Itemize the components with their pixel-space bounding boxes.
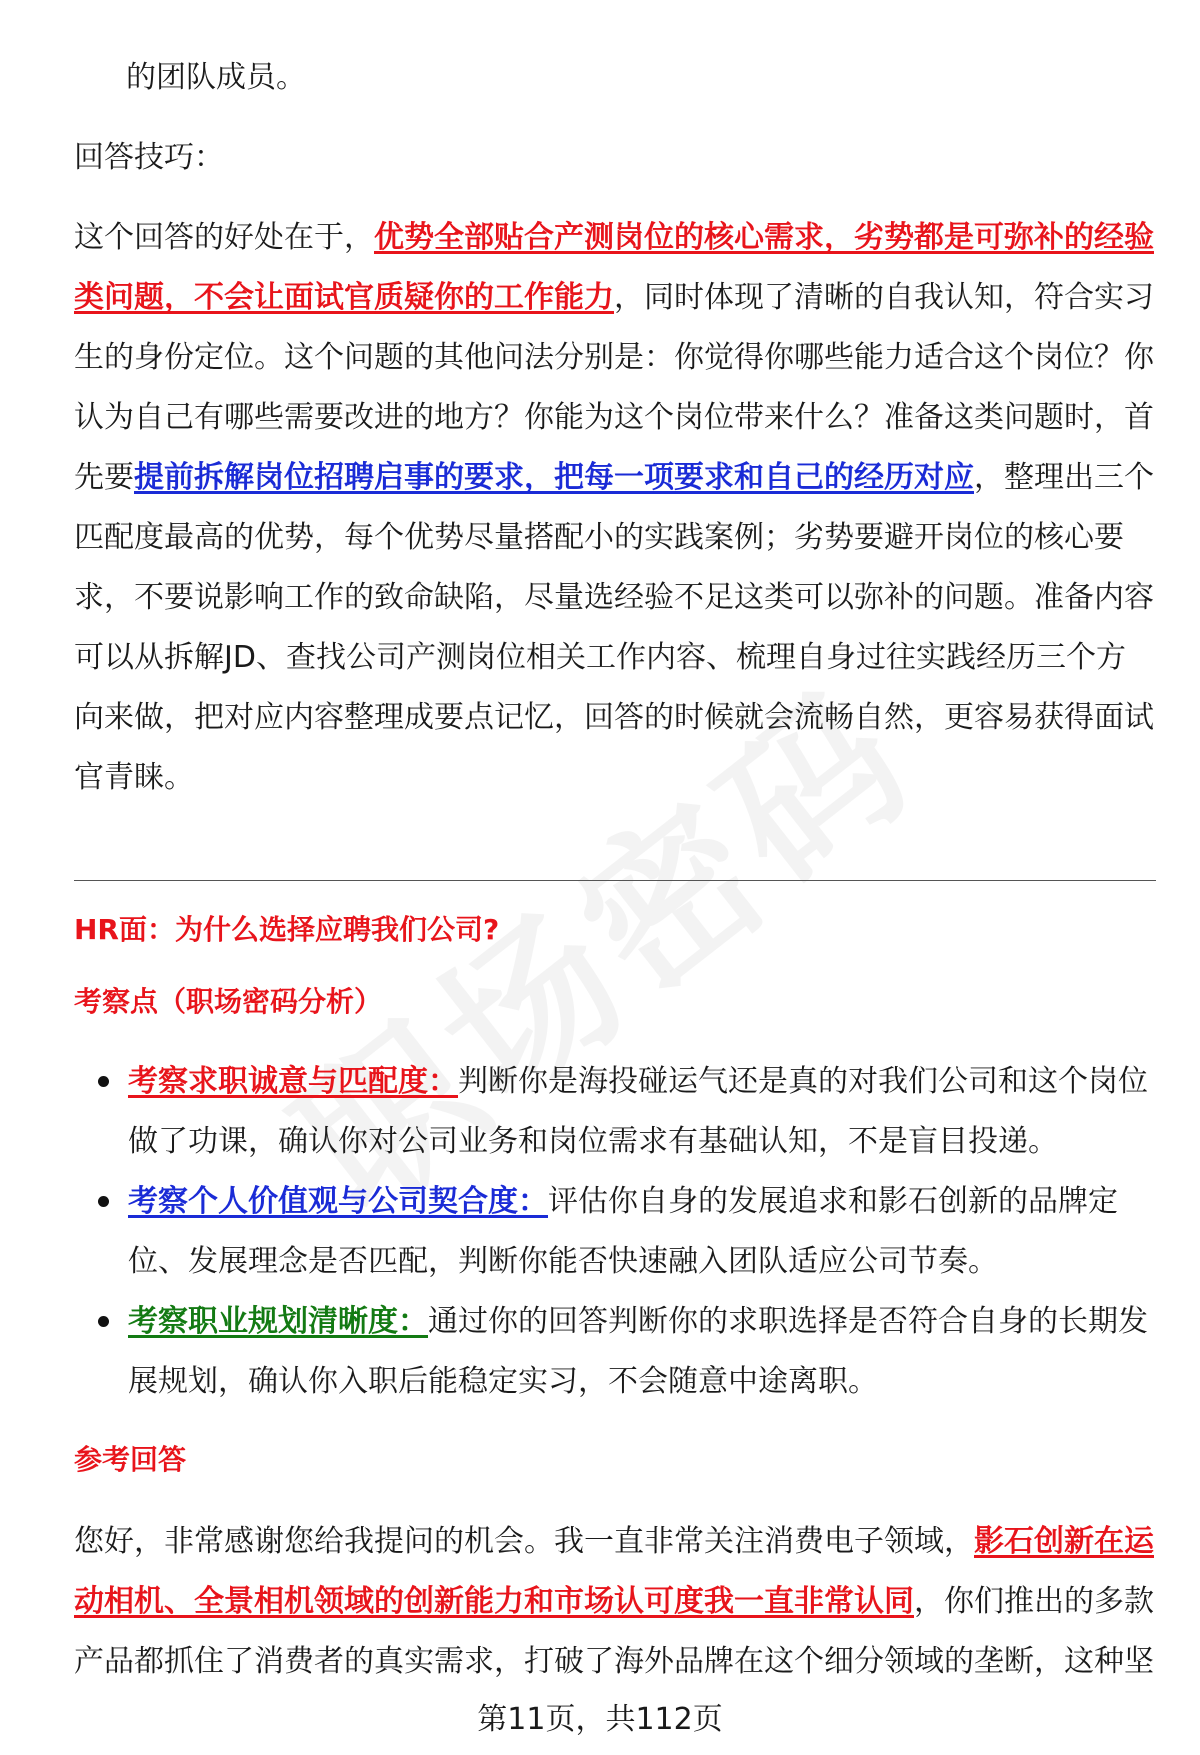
bullet-label: 考察求职诚意与匹配度： xyxy=(128,1064,458,1099)
reference-answer-title-text: 参考回答 xyxy=(74,1443,187,1476)
ref-highlight-red: 影石创新在运动相机、全景相机领域的创新能力和市场认可度我一直非常认同 xyxy=(74,1524,1154,1619)
focus-points-title xyxy=(74,982,1154,1022)
focus-points-list xyxy=(74,1052,1156,1412)
tips-text-2: ，同时体现了清晰的自我认知，符合实习生的身份定位。这个问题的其他问法分别是：你觉得你哪些能力适合这个岗位？你认为自己有哪些需要改进的地方？你能为这个岗位带来什么？准备这类问题时，首先要 xyxy=(74,280,1154,495)
page-number-text: 第11页，共112页 xyxy=(477,1702,723,1737)
question-title xyxy=(74,910,1154,950)
list-item xyxy=(74,1172,1156,1292)
tips-label-text: 回答技巧： xyxy=(74,140,224,175)
tips-paragraph xyxy=(74,208,1154,808)
focus-points-title-text: 考察点（职场密码分析） xyxy=(74,985,383,1018)
list-item xyxy=(74,1292,1156,1412)
bullet-label: 考察职业规划清晰度： xyxy=(128,1304,428,1339)
question-title-text: HR面：为什么选择应聘我们公司? xyxy=(74,913,500,946)
bullet-dot-icon xyxy=(98,1196,109,1207)
reference-answer-title xyxy=(74,1440,1154,1480)
bullet-text: 判断你是海投碰运气还是真的对我们公司和这个岗位做了功课，确认你对公司业务和岗位需求有基础认知，不是盲目投递。 xyxy=(128,1064,1148,1159)
paragraph-continuation xyxy=(126,48,1156,108)
tips-text-1: 这个回答的好处在于， xyxy=(74,220,374,255)
continuation-text: 的团队成员。 xyxy=(126,60,306,95)
page-number-footer xyxy=(0,1700,1200,1740)
bullet-label: 考察个人价值观与公司契合度： xyxy=(128,1184,548,1219)
ref-text-2: ，你们推出的多款产品都抓住了消费者的真实需求，打破了海外品牌在这个细分领域的垄断，这种坚 xyxy=(74,1584,1154,1679)
list-item xyxy=(74,1052,1156,1172)
bullet-text: 通过你的回答判断你的求职选择是否符合自身的长期发展规划，确认你入职后能稳定实习，不会随意中途离职。 xyxy=(128,1304,1148,1399)
section-divider xyxy=(74,880,1156,881)
tips-text-3: ，整理出三个匹配度最高的优势，每个优势尽量搭配小的实践案例；劣势要避开岗位的核心要求，不要说影响工作的致命缺陷，尽量选经验不足这类可以弥补的问题。准备内容可以从拆解JD、查找公司产测岗位相关工作内容、梳理自身过往实践经历三个方向来做，把对应内容整理成要点记忆，回答的时候就会流畅自然，更容易获得面试官青睐。 xyxy=(74,460,1154,795)
tips-highlight-blue: 提前拆解岗位招聘启事的要求，把每一项要求和自己的经历对应 xyxy=(134,460,974,495)
tips-highlight-red: 优势全部贴合产测岗位的核心需求，劣势都是可弥补的经验类问题，不会让面试官质疑你的工作能力 xyxy=(74,220,1154,315)
tips-label xyxy=(74,128,1154,188)
ref-text-1: 您好，非常感谢您给我提问的机会。我一直非常关注消费电子领域， xyxy=(74,1524,974,1559)
bullet-dot-icon xyxy=(98,1316,109,1327)
bullet-text: 评估你自身的发展追求和影石创新的品牌定位、发展理念是否匹配，判断你能否快速融入团队适应公司节奏。 xyxy=(128,1184,1118,1279)
bullet-dot-icon xyxy=(98,1076,109,1087)
reference-answer-paragraph xyxy=(74,1512,1154,1692)
